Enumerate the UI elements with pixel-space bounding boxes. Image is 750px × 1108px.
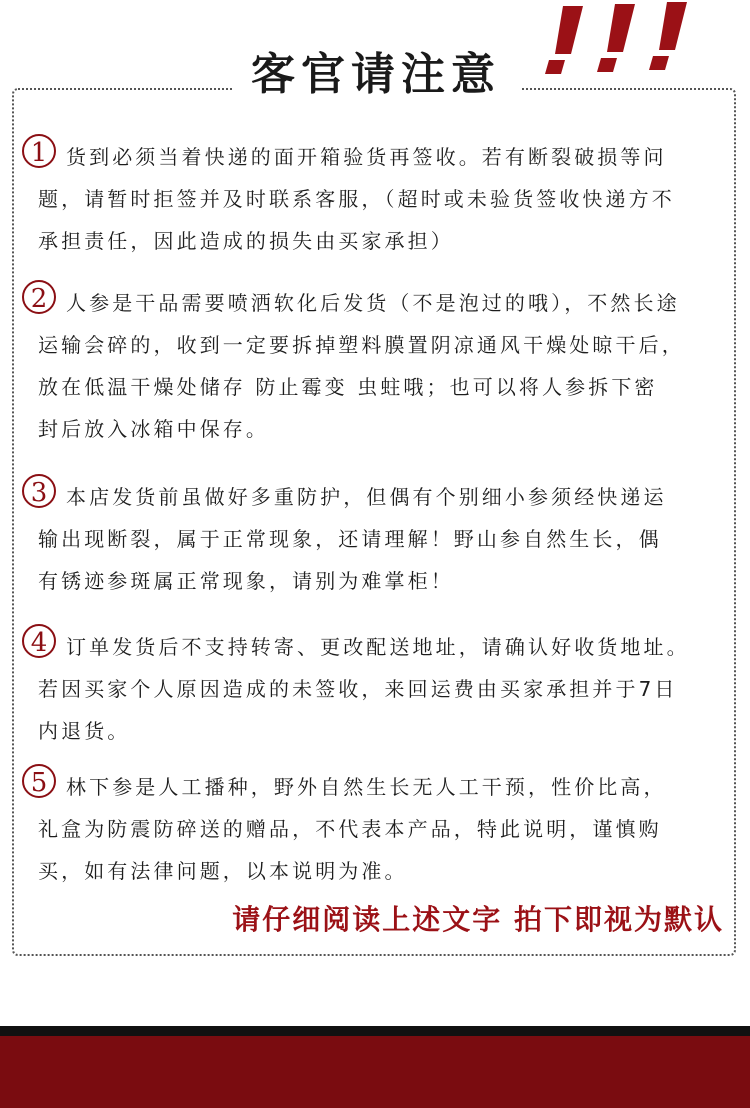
footer-band-red: [0, 1036, 750, 1108]
item-line: 输出现断裂，属于正常现象，还请理解！野山参自然生长，偶: [38, 527, 662, 551]
exclamation-marks-icon: [535, 0, 705, 80]
item-line: 买，如有法律问题，以本说明为准。: [38, 859, 408, 883]
item-line: 有锈迹参斑属正常现象，请别为难掌柜！: [38, 569, 454, 593]
page-title: 客官请注意: [251, 49, 501, 100]
notice-item-5: [30, 766, 728, 892]
notice-item-2: [30, 282, 728, 450]
item-line: 人参是干品需要喷洒软化后发货（不是泡过的哦），不然长途: [66, 291, 680, 315]
item-line: 内退货。: [38, 719, 131, 743]
notice-item-3: [30, 476, 728, 602]
item-line: 题，请暂时拒签并及时联系客服，（超时或未验货签收快递方不: [38, 187, 675, 211]
notice-item-4: [30, 626, 728, 752]
item-line: 本店发货前虽做好多重防护，但偶有个别细小参须经快递运: [66, 485, 667, 509]
item-line: 礼盒为防震防碎送的赠品，不代表本产品，特此说明，谨慎购: [38, 817, 662, 841]
notice-item-1: [30, 136, 728, 262]
item-line: 承担责任，因此造成的损失由买家承担）: [38, 229, 454, 253]
number-badge: 2: [22, 280, 56, 314]
item-line: 放在低温干燥处储存 防止霉变 虫蛀哦；也可以将人参拆下密: [38, 375, 658, 399]
item-line: 订单发货后不支持转寄、更改配送地址，请确认好收货地址。: [66, 635, 690, 659]
number-badge: 5: [22, 764, 56, 798]
item-line: 林下参是人工播种，野外自然生长无人工干预，性价比高，: [66, 775, 667, 799]
number-badge: 3: [22, 474, 56, 508]
item-line: 货到必须当着快递的面开箱验货再签收。若有断裂破损等问: [66, 145, 667, 169]
item-line: 若因买家个人原因造成的未签收，来回运费由买家承担并于7日: [38, 677, 678, 701]
footer-band-dark: [0, 1026, 750, 1036]
title-box: [232, 40, 520, 110]
footer-note: 请仔细阅读上述文字 拍下即视为默认: [232, 903, 724, 936]
item-line: 运输会碎的，收到一定要拆掉塑料膜置阴凉通风干燥处晾干后，: [38, 333, 685, 357]
item-line: 封后放入冰箱中保存。: [38, 417, 269, 441]
number-badge: 1: [22, 134, 56, 168]
number-badge: 4: [22, 624, 56, 658]
